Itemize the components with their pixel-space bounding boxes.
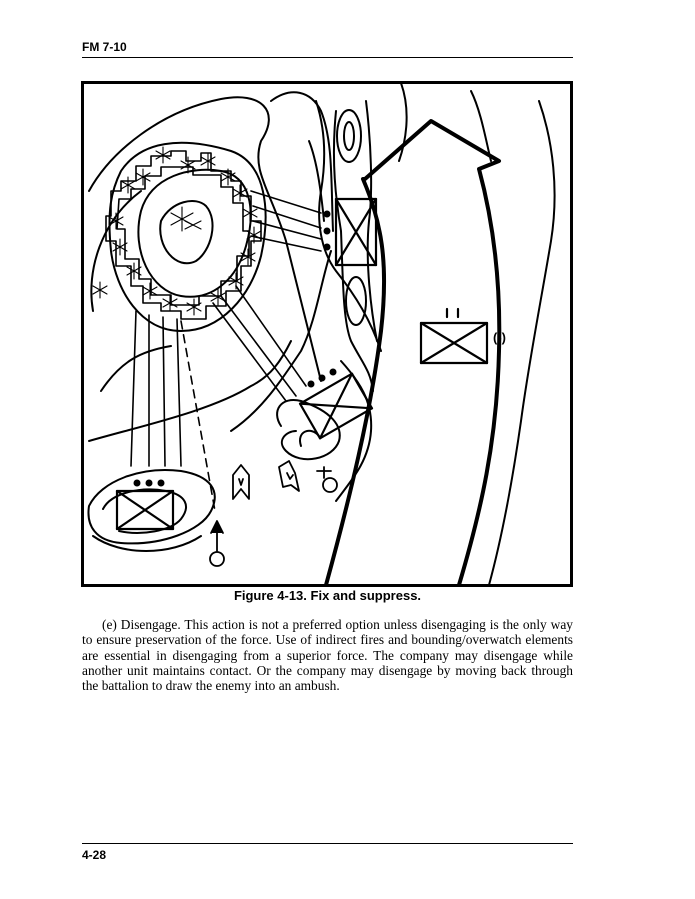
page-number: 4-28: [82, 848, 107, 862]
base-of-fire-unit-dots: [134, 480, 165, 487]
header-rule: [82, 57, 573, 58]
unit-designation-label: (-): [493, 330, 506, 345]
figure-caption: Figure 4-13. Fix and suppress.: [233, 588, 422, 603]
manual-id-header: FM 7-10: [82, 40, 127, 54]
footer-rule: [82, 843, 573, 844]
body-paragraph: (e) Disengage. This action is not a preferred option unless disengaging is the only way to ensure preservation of the force. Use of indirect fires and bounding/overwatch elements are essential in disengaging from a superior force. The company may disengage while another unit maintains contact. Or the company may disengage by moving back through the battalion to draw the enemy into an ambush.: [82, 617, 573, 694]
tactical-diagram: [81, 81, 573, 587]
